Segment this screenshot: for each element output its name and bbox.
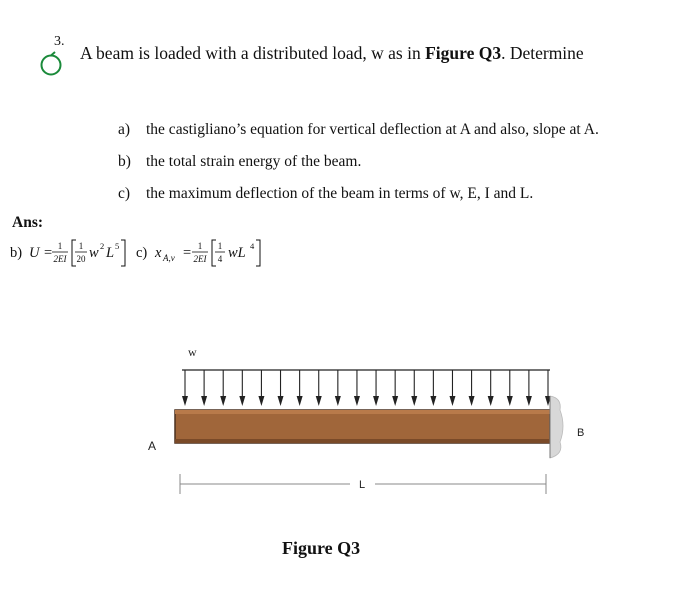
load-arrow [488, 370, 494, 406]
question-text [80, 43, 584, 64]
question-check-icon [38, 50, 64, 76]
answer-b-term-w: w [89, 245, 99, 261]
load-arrow [526, 370, 532, 406]
answer-b-term-l-exp: 5 [115, 241, 120, 251]
beam [175, 410, 550, 443]
load-arrow [411, 370, 417, 406]
answer-b-bracket-right [121, 240, 125, 266]
answer-b-inner-den: 20 [76, 254, 86, 264]
load-arrows [182, 370, 551, 406]
item-b [118, 153, 361, 171]
point-a-label: A [148, 439, 157, 453]
load-arrow [278, 370, 284, 406]
item-label: a) [118, 121, 131, 138]
load-arrow [258, 370, 264, 406]
load-arrow [392, 370, 398, 406]
answer-b-inner-num: 1 [78, 241, 84, 251]
answer-formulas [10, 232, 340, 272]
answer-c-term-exp: 4 [250, 241, 255, 251]
answer-b-frac-den: 2EI [53, 254, 67, 264]
answer-c-bracket-left [212, 240, 216, 266]
answers-heading: Ans: [12, 214, 44, 231]
load-arrow [354, 370, 360, 406]
load-arrow [430, 370, 436, 406]
answer-c-frac-num: 1 [197, 241, 203, 251]
answer-b-lhs: U [29, 245, 40, 261]
answer-b-term-w-exp: 2 [100, 241, 105, 251]
answer-c-label: c) [136, 245, 148, 261]
load-arrow [507, 370, 513, 406]
item-text: the castigliano’s equation for vertical deflection at A and also, slope at A. [146, 121, 599, 138]
point-b-label: B [577, 427, 585, 439]
item-label: c) [118, 185, 131, 202]
load-arrow [239, 370, 245, 406]
answer-c-bracket-right [256, 240, 260, 266]
item-label: b) [118, 153, 131, 170]
load-arrow [316, 370, 322, 406]
question-number: 3. [54, 34, 65, 49]
item-a [118, 121, 599, 139]
fixed-support-wall [550, 396, 563, 458]
answer-b-term-l: L [106, 245, 115, 261]
beam-top-highlight [175, 410, 550, 414]
load-arrow [449, 370, 455, 406]
answer-c-inner-den: 4 [217, 254, 223, 264]
length-label: L [359, 479, 366, 491]
item-text: the maximum deflection of the beam in terms of w, E, I and L. [146, 185, 534, 202]
load-arrow [335, 370, 341, 406]
answer-b-label: b) [10, 245, 23, 261]
load-arrow [201, 370, 207, 406]
answer-c-lhs-sub: A,v [163, 253, 175, 263]
item-c [118, 185, 533, 203]
beam-figure [130, 340, 590, 500]
beam-bottom-shade [175, 439, 550, 443]
answer-c-equals: = [183, 245, 192, 261]
load-arrow [297, 370, 303, 406]
answer-b-bracket-left [72, 240, 76, 266]
load-arrow [469, 370, 475, 406]
answer-c-term: wL [228, 245, 246, 261]
answer-b-frac-num: 1 [57, 241, 63, 251]
answer-c-inner-num: 1 [217, 241, 223, 251]
figure-caption: Figure Q3 [282, 538, 361, 558]
question-text-intro: A beam is loaded with a distributed load, w as in [80, 43, 426, 63]
question-text-outro: . Determine [501, 43, 584, 63]
load-arrow [373, 370, 379, 406]
answer-c-frac-den: 2EI [193, 254, 207, 264]
answer-b-equals: = [44, 245, 53, 261]
figure-reference: Figure Q3 [425, 43, 502, 63]
answer-c-lhs: x [155, 245, 162, 261]
load-arrow [220, 370, 226, 406]
item-text: the total strain energy of the beam. [146, 153, 362, 170]
load-label: w [188, 345, 197, 359]
load-arrow [182, 370, 188, 406]
